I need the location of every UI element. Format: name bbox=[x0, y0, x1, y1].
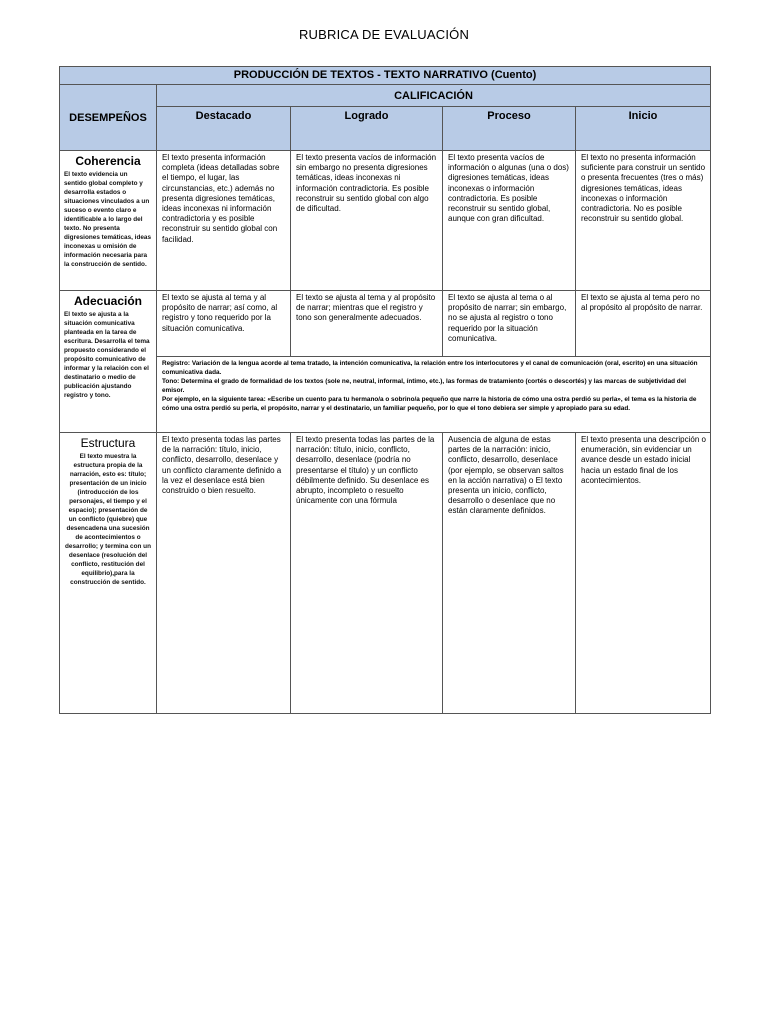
header-row-main bbox=[60, 67, 711, 85]
criterion-name: Adecuación bbox=[73, 294, 142, 308]
calificacion-header: CALIFICACIÓN bbox=[157, 85, 711, 107]
criterion-adecuacion bbox=[60, 291, 157, 433]
level-header-logrado: Logrado bbox=[291, 107, 443, 151]
level-header-inicio: Inicio bbox=[576, 107, 711, 151]
criterion-name: Coherencia bbox=[75, 154, 141, 168]
note-registro: Registro: Variación de la lengua acorde al tema tratado, la intención comunicativa, la relación entre los interlocutores y el canal de comunicación (oral, escrito) en una situación comunicativa dada. bbox=[162, 360, 698, 376]
table-row bbox=[60, 357, 711, 433]
note-ejemplo: Por ejemplo, en la siguiente tarea: «Escribe un cuento para tu hermano/a o sobrino/a pequeño que narre la historia de cómo una ostra perdió su perla», el tema es la historia de cómo una ostra perdió su perla, el propósito, narrar y el destinatario, un familiar pequeño, por lo que el tono debiera ser simple y apropiado para su edad. bbox=[162, 396, 697, 412]
adecuacion-destacado: El texto se ajusta al tema y al propósito de narrar; así como, al registro y tono requerido por la situación comunicativa. bbox=[157, 291, 291, 357]
coherencia-proceso: El texto presenta vacíos de información o algunas (una o dos) digresiones temáticas, ideas inconexas o información contradictoria. Es posible reconstruir su sentido global, aunque con gran dificultad. bbox=[443, 151, 576, 291]
coherencia-destacado: El texto presenta información completa (ideas detalladas sobre el tiempo, el lugar, las circunstancias, etc.) además no presenta digresiones temáticas, ideas inconexas ni información contradictoria y es posible reconstruir su sentido global con facilidad. bbox=[157, 151, 291, 291]
document-title: RUBRICA DE EVALUACIÓN bbox=[298, 27, 470, 42]
criterion-description: El texto muestra la estructura propia de la narración, esto es: título; presentación de un inicio (introducción de los personajes, el tiempo y el espacio); presentación de un conflicto (quiebre) que desencadena una sucesión de acontecimientos o desarrollo; y termina con un desenlace (resolución del conflicto, restitución del equilibrio),para la construcción de sentido. bbox=[65, 453, 151, 586]
criterion-estructura bbox=[60, 433, 157, 714]
criterion-description: El texto se ajusta a la situación comunicativa planteada en la tarea de escritura. Desarrolla el tema propuesto considerando el propósito comunicativo de informar y la relación con el destinatario o medio de publicación ajustando registro y tono. bbox=[64, 311, 150, 399]
header-row-calificacion bbox=[60, 85, 711, 107]
estructura-destacado: El texto presenta todas las partes de la narración: título, inicio, conflicto, desarrollo, desenlace y un conflicto claramente definido a la vez el desenlace está bien construido o bien resuelto. bbox=[157, 433, 291, 714]
table-row bbox=[60, 291, 711, 357]
table-row bbox=[60, 433, 711, 714]
level-header-proceso: Proceso bbox=[443, 107, 576, 151]
note-tono: Tono: Determina el grado de formalidad de los textos (sole ne, neutral, informal, íntimo, etc.), las formas de tratamiento (cortés o descortés) y las marcas de subjetividad del emisor. bbox=[162, 378, 687, 394]
estructura-proceso: Ausencia de alguna de estas partes de la narración: inicio, conflicto, desarrollo, desenlace (por ejemplo, se observan saltos en la acción narrativa) o El texto presenta un inicio, conflicto, desarrollo o desenlace que no están claramente definidos. bbox=[443, 433, 576, 714]
table-row bbox=[60, 151, 711, 291]
header-row-levels bbox=[60, 107, 711, 151]
estructura-logrado: El texto presenta todas las partes de la narración: título, inicio, conflicto, desarrollo, desenlace (podría no presentarse el título) y un conflicto débilmente definido. Su desenlace es abrupto, incompleto o resuelto únicamente con una fórmula bbox=[291, 433, 443, 714]
adecuacion-inicio: El texto se ajusta al tema pero no al propósito al propósito de narrar. bbox=[576, 291, 711, 357]
level-header-destacado: Destacado bbox=[157, 107, 291, 151]
adecuacion-logrado: El texto se ajusta al tema y al propósito de narrar; mientras que el registro y tono son generalmente adecuados. bbox=[291, 291, 443, 357]
estructura-inicio: El texto presenta una descripción o enumeración, sin evidenciar un avance desde un estado inicial hacia un estado final de los acontecimientos. bbox=[576, 433, 711, 714]
criterion-description: El texto evidencia un sentido global completo y desarrolla estados o situaciones vinculados a un suceso o evento claro e identificable a lo largo del texto. No presenta digresiones temáticas, ideas inconexas u omisión de información necesaria para la construcción de sentido. bbox=[64, 171, 152, 268]
adecuacion-notes bbox=[157, 357, 711, 433]
coherencia-inicio: El texto no presenta información suficiente para construir un sentido o presenta frecuentes (tres o más) digresiones temáticas, ideas inconexas o información contradictoria. No es posible reconstruir su sentido global. bbox=[576, 151, 711, 291]
desempenos-header: DESEMPEÑOS bbox=[60, 85, 157, 151]
adecuacion-proceso: El texto se ajusta al tema o al propósito de narrar; sin embargo, no se ajusta al registro o tono requerido por la situación comunicativa. bbox=[443, 291, 576, 357]
criterion-name: Estructura bbox=[80, 436, 136, 450]
criterion-coherencia bbox=[60, 151, 157, 291]
rubric-table bbox=[59, 66, 711, 714]
coherencia-logrado: El texto presenta vacíos de información sin embargo no presenta digresiones temáticas, ideas inconexas ni información contradictoria. Es posible reconstruir su sentido global con algo de dificultad. bbox=[291, 151, 443, 291]
table-main-header: PRODUCCIÓN DE TEXTOS - TEXTO NARRATIVO (Cuento) bbox=[60, 67, 711, 85]
